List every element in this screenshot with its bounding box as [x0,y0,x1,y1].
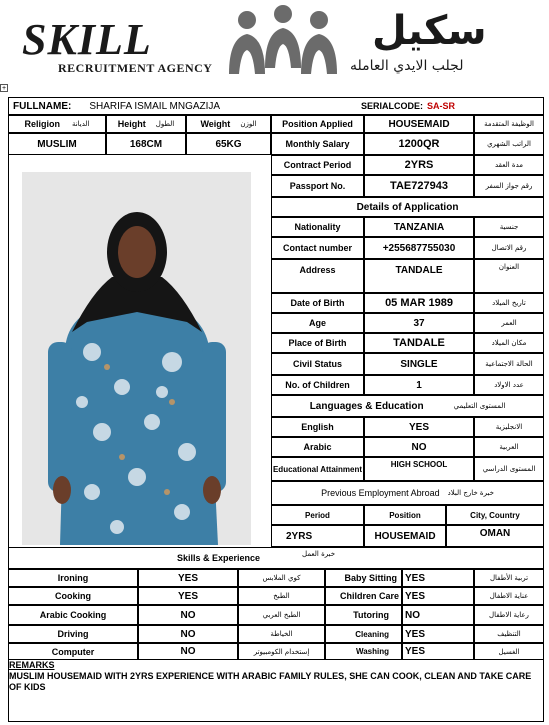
contract-label-ar: مدة العقد [495,161,523,169]
move-handle-icon[interactable]: + [1,85,7,92]
skill-arabiccooking-label: Arabic Cooking [8,605,138,625]
height-label-ar: الطول [155,120,175,128]
skill-tutoring-ar: رعاية الاطفال [489,611,529,619]
serial-value: SA-SR [427,101,456,111]
skill-washing-label: Washing [325,643,402,660]
passport-ar-cell [474,175,544,197]
skill-cleaning-ar: التنظيف [497,630,521,638]
employment-position-value: HOUSEMAID [364,525,446,547]
contact-ar-cell [474,237,544,259]
employment-city-value: OMAN [446,525,544,547]
arabic-value: NO [364,437,474,457]
nationality-label-ar: جنسية [499,223,519,231]
employment-section-title: Previous Employment Abroad [321,488,440,498]
english-value: YES [364,417,474,437]
civil-status-label: Civil Status [271,353,364,375]
religion-header [8,115,106,133]
company-logo-en: SKILL [22,15,152,64]
remarks-title: REMARKS [9,660,55,670]
skill-ironing-label: Ironing [8,569,138,587]
skill-babysitting-ar-cell [474,569,544,587]
religion-label-ar: الديانة [71,120,90,128]
english-label: English [271,417,364,437]
arabic-label: Arabic [271,437,364,457]
skill-computer-value: NO [138,643,238,660]
skill-cooking-label: Cooking [8,587,138,605]
employment-section [271,481,544,505]
education-label-ar: المستوى الدراسي [482,465,536,473]
salary-value: 1200QR [364,133,474,155]
dob-value: 05 MAR 1989 [364,293,474,313]
arabic-label-ar: العربية [499,443,519,451]
skill-babysitting-ar: تربية الأطفال [489,574,529,582]
children-ar-cell [474,375,544,395]
age-value: 37 [364,313,474,333]
skill-childrencare-ar-cell [474,587,544,605]
employment-section-ar: خبرة خارج البلاد [447,489,494,497]
religion-label: Religion [24,119,60,129]
skill-cleaning-value: YES [402,625,474,643]
company-logo-ar-subtitle: لجلب الايدي العامله [350,58,464,74]
company-logo-ar: سكيل [372,8,487,54]
address-value: TANDALE [364,259,474,293]
dob-ar-cell [474,293,544,313]
skill-driving-ar-cell [238,625,325,643]
skills-section-ar: خبرة العمل [302,550,336,558]
pob-ar-cell [474,333,544,353]
applicant-photo [22,172,251,545]
skill-arabiccooking-ar: الطبخ العربي [262,611,301,619]
skill-washing-value: YES [402,643,474,660]
nationality-label: Nationality [271,217,364,237]
nationality-value: TANZANIA [364,217,474,237]
age-ar-cell [474,313,544,333]
education-label: Educational Attainment [271,457,364,481]
fullname-row [8,97,544,115]
skill-ironing-value: YES [138,569,238,587]
skill-tutoring-label: Tutoring [325,605,402,625]
skill-computer-ar-cell [238,643,325,660]
passport-value: TAE727943 [364,175,474,197]
english-ar-cell [474,417,544,437]
salary-label-ar: الراتب الشهري [487,140,531,148]
skill-computer-ar: إستخدام الكومبيوتر [253,647,310,656]
languages-section-ar: المستوى التعليمي [453,402,506,410]
serial-label: SERIALCODE: [361,101,424,111]
address-label: Address [271,259,364,293]
employment-city-header: City, Country [446,505,544,525]
remarks-text: MUSLIM HOUSEMAID WITH 2YRS EXPERIENCE WITH ARABIC FAMILY RULES, SHE CAN COOK, CLEAN AND TAKE CARE OF KIDS [9,671,532,692]
company-logo-subtitle: RECRUITMENT AGENCY [58,61,213,75]
salary-label: Monthly Salary [271,133,364,155]
dob-label-ar: تاريخ الميلاد [492,299,526,307]
people-logo-icon [225,4,343,76]
skill-driving-value: NO [138,625,238,643]
languages-section-title: Languages & Education [309,400,424,412]
skills-section-title: Skills & Experience [177,553,261,563]
dob-label: Date of Birth [271,293,364,313]
contract-value: 2YRS [364,155,474,175]
civil-status-value: SINGLE [364,353,474,375]
skill-washing-ar: الغسيل [498,647,520,656]
address-label-ar: العنوان [498,263,520,271]
height-label: Height [117,119,146,129]
education-ar-cell [474,457,544,481]
religion-value: MUSLIM [8,133,106,155]
nationality-ar-cell [474,217,544,237]
skill-cleaning-ar-cell [474,625,544,643]
contract-ar-cell [474,155,544,175]
skill-childrencare-ar: عناية الاطفال [489,592,529,600]
weight-label: Weight [200,119,231,129]
height-value: 168CM [106,133,186,155]
contact-value: +255687755030 [364,237,474,259]
education-value: HIGH SCHOOL [364,457,474,481]
children-value: 1 [364,375,474,395]
languages-section [271,395,544,417]
weight-value: 65KG [186,133,271,155]
contact-label: Contact number [271,237,364,259]
position-label-ar: الوظيفة المتقدمة [484,120,534,128]
arabic-ar-cell [474,437,544,457]
employment-period-value: 2YRS [271,525,364,547]
skill-childrencare-label: Children Care [325,587,402,605]
skill-tutoring-value: NO [402,605,474,625]
skill-driving-label: Driving [8,625,138,643]
contract-label: Contract Period [271,155,364,175]
children-label: No. of Children [271,375,364,395]
pob-label: Place of Birth [271,333,364,353]
english-label-ar: الانجليزية [495,423,523,431]
skill-arabiccooking-value: NO [138,605,238,625]
skill-cleaning-label: Cleaning [325,625,402,643]
position-value: HOUSEMAID [364,115,474,133]
employment-position-header: Position [364,505,446,525]
skill-babysitting-value: YES [402,569,474,587]
skill-cooking-value: YES [138,587,238,605]
skill-arabiccooking-ar-cell [238,605,325,625]
contact-label-ar: رقم الاتصال [491,244,527,252]
position-ar-cell [474,115,544,133]
height-header [106,115,186,133]
skill-ironing-ar-cell [238,569,325,587]
address-ar-cell [474,259,544,293]
remarks-block [8,660,545,693]
skill-childrencare-value: YES [402,587,474,605]
position-label: Position Applied [271,115,364,133]
pob-value: TANDALE [364,333,474,353]
employment-period-header: Period [271,505,364,525]
civil-status-label-ar: الحالة الاجتماعية [485,360,533,368]
skill-ironing-ar: كوي الملابس [262,574,301,582]
skill-cooking-ar-cell [238,587,325,605]
children-label-ar: عدد الاولاد [494,381,524,389]
weight-header [186,115,271,133]
skill-tutoring-ar-cell [474,605,544,625]
skill-babysitting-label: Baby Sitting [325,569,402,587]
weight-label-ar: الوزن [240,120,257,128]
age-label: Age [271,313,364,333]
fullname-value: SHARIFA ISMAIL MNGAZIJA [89,100,221,112]
fullname-label: FULLNAME: [13,100,72,112]
skill-driving-ar: الخياطة [270,630,293,638]
passport-label-ar: رقم جواز السفر [485,182,533,190]
application-section-title: Details of Application [271,197,544,217]
pob-label-ar: مكان الميلاد [491,339,527,347]
skill-computer-label: Computer [8,643,138,660]
skill-washing-ar-cell [474,643,544,660]
age-label-ar: العمر [501,319,517,327]
salary-ar-cell [474,133,544,155]
skill-cooking-ar: الطبخ [273,592,290,600]
skills-section [8,547,544,569]
passport-label: Passport No. [271,175,364,197]
civil-status-ar-cell [474,353,544,375]
